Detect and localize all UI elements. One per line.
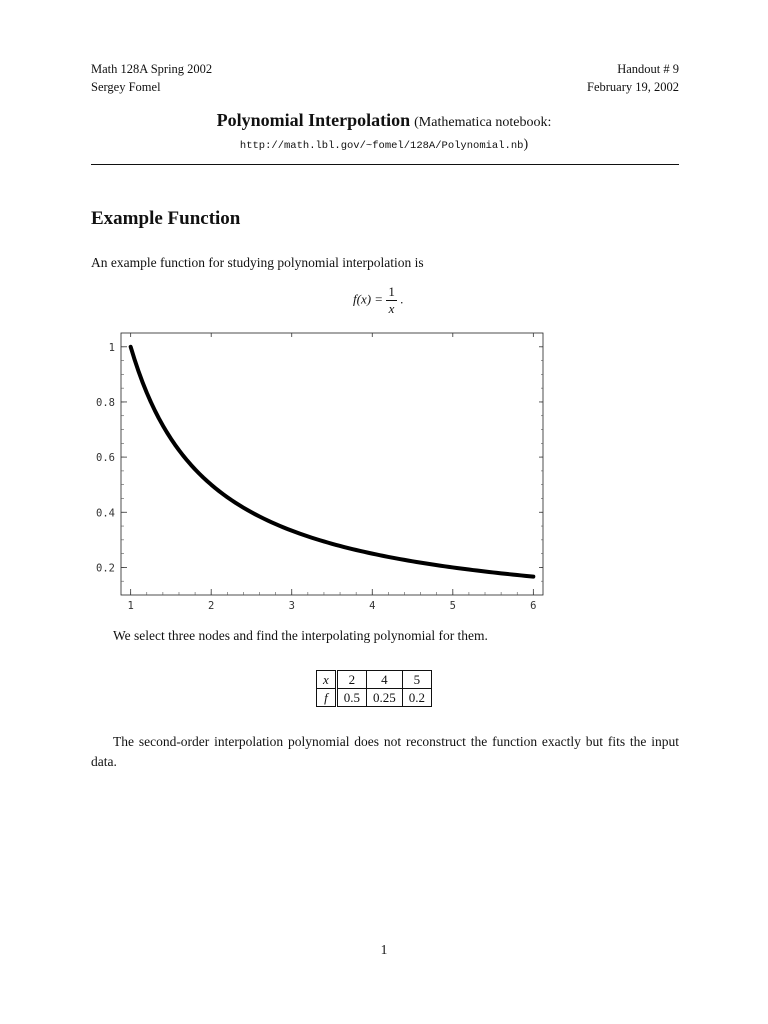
title-main: Polynomial Interpolation bbox=[216, 110, 411, 130]
formula-numerator: 1 bbox=[388, 284, 395, 299]
table-cell: 2 bbox=[336, 671, 366, 689]
table-cell: 0.5 bbox=[336, 689, 366, 707]
x-tick-label: 1 bbox=[127, 600, 134, 612]
section-heading: Example Function bbox=[91, 208, 241, 229]
paragraph-conclusion: The second-order interpolation polynomial does not reconstruct the function exactly but fits the input data. bbox=[91, 734, 679, 769]
table-cell: 4 bbox=[367, 671, 403, 689]
x-tick-label: 3 bbox=[288, 600, 295, 612]
table-row bbox=[317, 689, 432, 707]
plot-frame bbox=[121, 333, 543, 595]
y-tick-label: 0.8 bbox=[96, 396, 115, 409]
title-rule bbox=[91, 164, 679, 165]
x-tick-label: 4 bbox=[369, 600, 376, 612]
nodes-table bbox=[316, 670, 432, 707]
y-tick-label: 0.2 bbox=[96, 562, 115, 575]
x-tick-label: 2 bbox=[208, 600, 215, 612]
title-sub-open: (Mathematica notebook: bbox=[414, 115, 552, 130]
title-sub-close: ) bbox=[523, 137, 529, 152]
handout-date: February 19, 2002 bbox=[587, 80, 679, 94]
table-cell: 0.2 bbox=[402, 689, 431, 707]
header-left bbox=[91, 60, 212, 96]
formula-fraction bbox=[386, 284, 397, 317]
formula-tail: . bbox=[400, 291, 404, 307]
row-label: x bbox=[317, 671, 337, 689]
row-label: f bbox=[317, 689, 337, 707]
handout-number: Handout # 9 bbox=[617, 62, 679, 76]
intro-paragraph: An example function for studying polynomial interpolation is bbox=[91, 255, 424, 270]
formula bbox=[353, 284, 403, 317]
paragraph-nodes: We select three nodes and find the interpolating polynomial for them. bbox=[113, 628, 488, 643]
y-tick-label: 0.4 bbox=[96, 507, 115, 520]
y-tick-label: 0.6 bbox=[96, 452, 115, 465]
course-name: Math 128A Spring 2002 bbox=[91, 62, 213, 76]
header-right bbox=[587, 60, 679, 96]
table-row bbox=[317, 671, 432, 689]
minor-ticks bbox=[121, 347, 543, 595]
formula-denominator: x bbox=[388, 301, 395, 316]
page-number: 1 bbox=[380, 942, 388, 957]
formula-lhs: f(x) = bbox=[353, 291, 384, 307]
author-name: Sergey Fomel bbox=[91, 80, 161, 94]
x-tick-label: 5 bbox=[449, 600, 456, 612]
x-tick-label: 6 bbox=[530, 600, 537, 612]
notebook-url[interactable]: http://math.lbl.gov/~fomel/128A/Polynomial.nb bbox=[239, 140, 524, 152]
table-cell: 5 bbox=[402, 671, 431, 689]
table-cell: 0.25 bbox=[367, 689, 403, 707]
series-line-1-over-x bbox=[131, 347, 534, 577]
y-tick-label: 1 bbox=[108, 341, 115, 354]
function-plot bbox=[80, 328, 560, 618]
document-title bbox=[0, 110, 768, 153]
